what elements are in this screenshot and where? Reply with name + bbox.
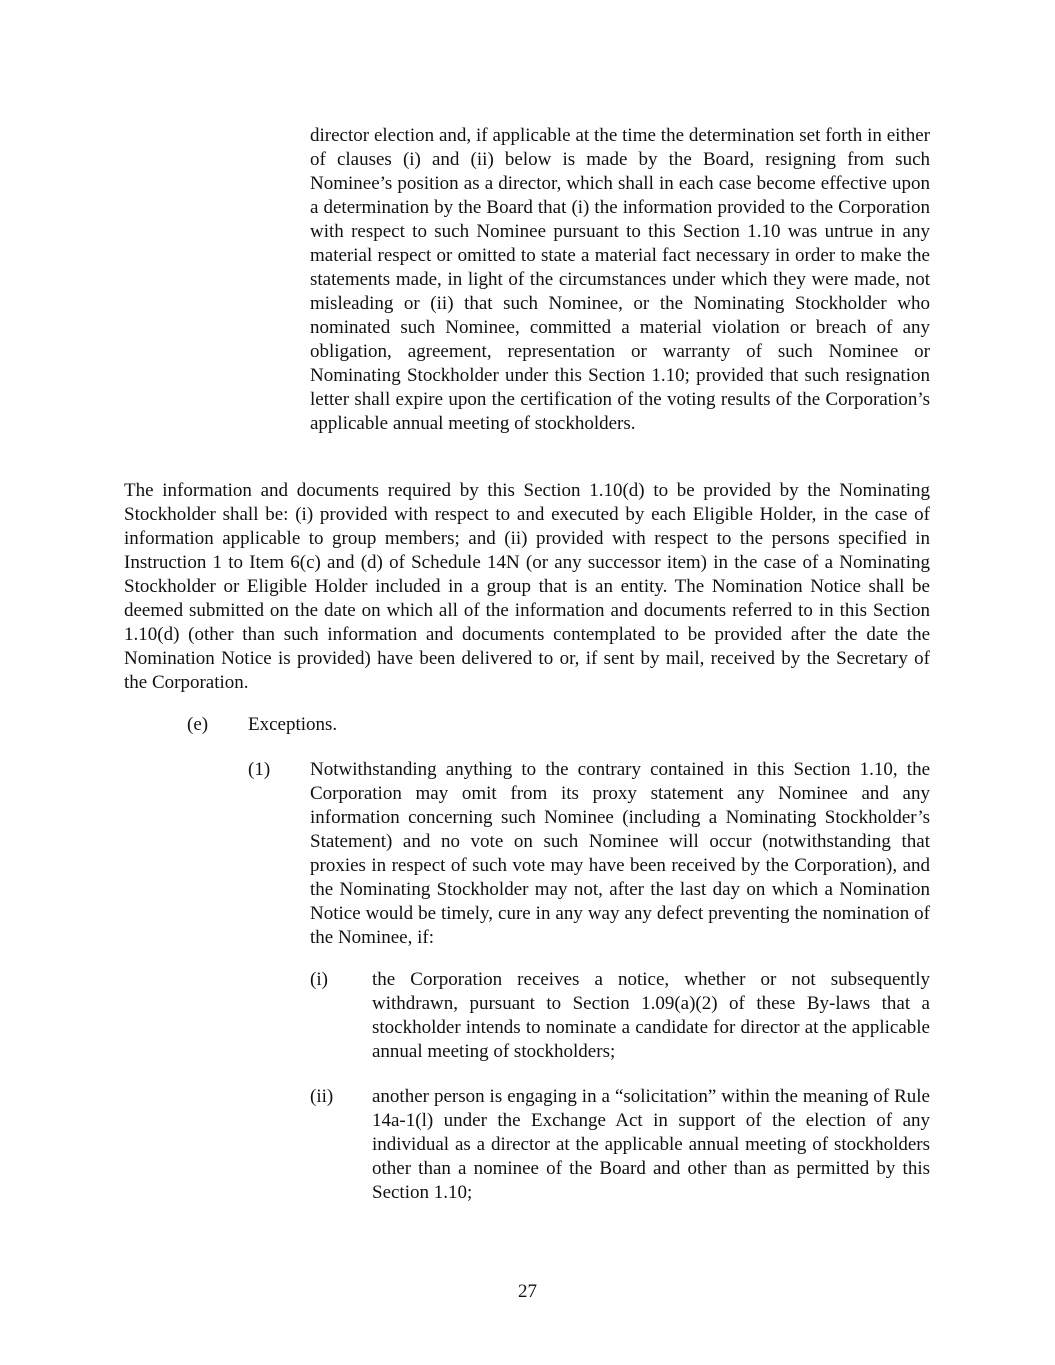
- page-number: 27: [518, 1281, 537, 1302]
- item-1-text: Notwithstanding anything to the contrary contained in this Section 1.10, the Corporation may omit from its proxy statement any Nominee and any information concerning such Nominee (including a Nominating Stockholder’s Statement) and no vote on such Nominee will occur (notwithstanding that proxies in respect of such vote may have been received by the Corporation), and the Nominating Stockholder may not, after the last day on which a Nomination Notice would be timely, cure in any way any defect preventing the nomination of the Nominee, if:: [310, 759, 930, 948]
- item-ii-label: (ii): [310, 1086, 334, 1107]
- continuation-paragraph: director election and, if applicable at the time the determination set forth in either of clauses (i) and (ii) below is made by the Board, resigning from such Nominee’s position as a director, which shall in each case become effective upon a determination by the Board that (i) the information provided to the Corporation with respect to such Nominee pursuant to this Section 1.10 was untrue in any material respect or omitted to state a material fact necessary in order to make the statements made, in light of the circumstances under which they were made, not misleading or (ii) that such Nominee, or the Nominating Stockholder who nominated such Nominee, committed a material violation or breach of any obligation, agreement, representation or warranty of such Nominee or Nominating Stockholder under this Section 1.10; provided that such resignation letter shall expire upon the certification of the voting results of the Corporation’s applicable annual meeting of stockholders.: [310, 125, 930, 434]
- item-i-text: the Corporation receives a notice, whether or not subsequently withdrawn, pursuant to Section 1.09(a)(2) of these By-laws that a stockholder intends to nominate a candidate for director at the applicable annual meeting of stockholders;: [372, 969, 930, 1062]
- item-ii-text: another person is engaging in a “solicitation” within the meaning of Rule 14a-1(l) under the Exchange Act in support of the election of any individual as a director at the applicable annual meeting of stockholders other than a nominee of the Board and other than as permitted by this Section 1.10;: [372, 1086, 930, 1203]
- main-paragraph: The information and documents required by this Section 1.10(d) to be provided by the Nominating Stockholder shall be: (i) provided with respect to and executed by each Eligible Holder, in the case of information applicable to group members; and (ii) provided with respect to the persons specified in Instruction 1 to Item 6(c) and (d) of Schedule 14N (or any successor item) in the case of a Nominating Stockholder or Eligible Holder included in a group that is an entity. The Nomination Notice shall be deemed submitted on the date on which all of the information and documents referred to in this Section 1.10(d) (other than such information and documents contemplated to be provided after the date the Nomination Notice is provided) have been delivered to or, if sent by mail, received by the Secretary of the Corporation.: [124, 480, 930, 693]
- item-i-label: (i): [310, 969, 328, 990]
- item-1-label: (1): [248, 759, 271, 780]
- section-e-heading: Exceptions.: [248, 714, 338, 735]
- section-e-label: (e): [187, 714, 209, 735]
